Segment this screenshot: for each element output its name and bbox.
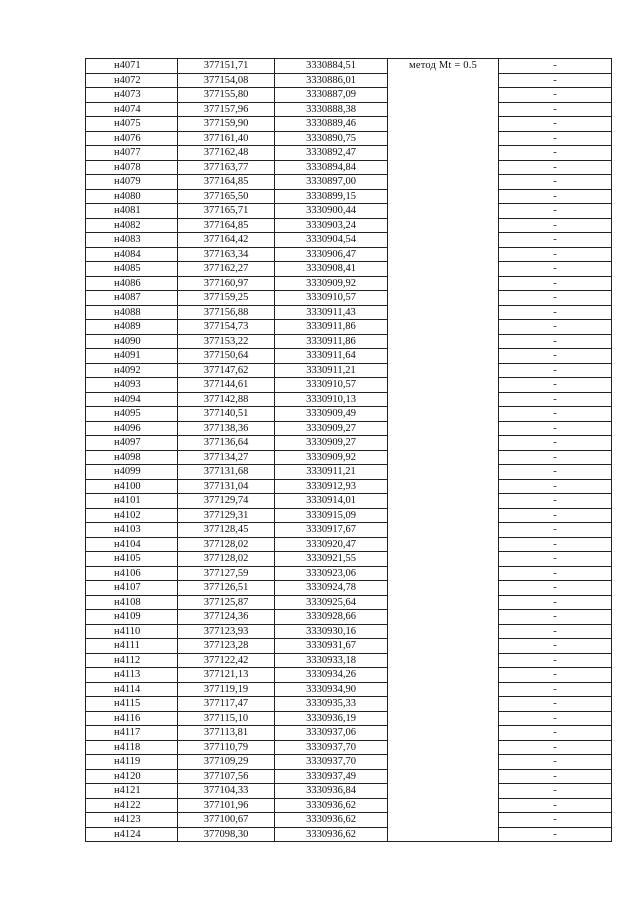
x-coordinate-cell: 377121,13: [178, 668, 275, 683]
dash-cell: -: [499, 798, 612, 813]
y-coordinate-cell: 3330933,18: [275, 653, 388, 668]
x-coordinate-cell: 377134,27: [178, 450, 275, 465]
y-coordinate-cell: 3330911,86: [275, 320, 388, 335]
dash-cell: -: [499, 146, 612, 161]
point-name-cell: н4110: [86, 624, 178, 639]
y-coordinate-cell: 3330925,64: [275, 595, 388, 610]
table-row: [86, 247, 612, 262]
point-name-cell: н4121: [86, 784, 178, 799]
dash-cell: -: [499, 813, 612, 828]
y-coordinate-cell: 3330934,90: [275, 682, 388, 697]
point-name-cell: н4081: [86, 204, 178, 219]
y-coordinate-cell: 3330914,01: [275, 494, 388, 509]
point-name-cell: н4097: [86, 436, 178, 451]
table-row: [86, 697, 612, 712]
x-coordinate-cell: 377127,59: [178, 566, 275, 581]
point-name-cell: н4094: [86, 392, 178, 407]
table-row: [86, 146, 612, 161]
y-coordinate-cell: 3330886,01: [275, 73, 388, 88]
x-coordinate-cell: 377128,45: [178, 523, 275, 538]
table-row: [86, 581, 612, 596]
x-coordinate-cell: 377153,22: [178, 334, 275, 349]
x-coordinate-cell: 377154,08: [178, 73, 275, 88]
dash-cell: -: [499, 102, 612, 117]
y-coordinate-cell: 3330936,62: [275, 798, 388, 813]
point-name-cell: н4072: [86, 73, 178, 88]
x-coordinate-cell: 377159,25: [178, 291, 275, 306]
x-coordinate-cell: 377109,29: [178, 755, 275, 770]
x-coordinate-cell: 377147,62: [178, 363, 275, 378]
point-name-cell: н4078: [86, 160, 178, 175]
x-coordinate-cell: 377154,73: [178, 320, 275, 335]
table-row: [86, 291, 612, 306]
table-row: [86, 784, 612, 799]
table-row: [86, 204, 612, 219]
dash-cell: -: [499, 262, 612, 277]
table-row: [86, 726, 612, 741]
point-name-cell: н4120: [86, 769, 178, 784]
y-coordinate-cell: 3330934,26: [275, 668, 388, 683]
y-coordinate-cell: 3330897,00: [275, 175, 388, 190]
x-coordinate-cell: 377136,64: [178, 436, 275, 451]
y-coordinate-cell: 3330936,19: [275, 711, 388, 726]
table-row: [86, 610, 612, 625]
x-coordinate-cell: 377144,61: [178, 378, 275, 393]
dash-cell: -: [499, 450, 612, 465]
table-row: [86, 88, 612, 103]
dash-cell: -: [499, 508, 612, 523]
table-row: [86, 465, 612, 480]
table-row: [86, 421, 612, 436]
point-name-cell: н4123: [86, 813, 178, 828]
dash-cell: -: [499, 204, 612, 219]
x-coordinate-cell: 377155,80: [178, 88, 275, 103]
table-row: [86, 233, 612, 248]
y-coordinate-cell: 3330936,84: [275, 784, 388, 799]
point-name-cell: н4122: [86, 798, 178, 813]
table-row: [86, 102, 612, 117]
table-row: [86, 407, 612, 422]
dash-cell: -: [499, 407, 612, 422]
table-row: [86, 566, 612, 581]
coordinate-table-body: [86, 59, 612, 842]
x-coordinate-cell: 377129,31: [178, 508, 275, 523]
x-coordinate-cell: 377164,85: [178, 218, 275, 233]
x-coordinate-cell: 377128,02: [178, 552, 275, 567]
point-name-cell: н4124: [86, 827, 178, 842]
point-name-cell: н4086: [86, 276, 178, 291]
y-coordinate-cell: 3330900,44: [275, 204, 388, 219]
point-name-cell: н4088: [86, 305, 178, 320]
point-name-cell: н4101: [86, 494, 178, 509]
y-coordinate-cell: 3330930,16: [275, 624, 388, 639]
method-cell: [388, 59, 499, 842]
coordinate-table-sheet: [85, 58, 607, 842]
dash-cell: -: [499, 175, 612, 190]
dash-cell: -: [499, 784, 612, 799]
x-coordinate-cell: 377110,79: [178, 740, 275, 755]
y-coordinate-cell: 3330904,54: [275, 233, 388, 248]
dash-cell: -: [499, 305, 612, 320]
y-coordinate-cell: 3330936,62: [275, 813, 388, 828]
y-coordinate-cell: 3330908,41: [275, 262, 388, 277]
point-name-cell: н4108: [86, 595, 178, 610]
dash-cell: -: [499, 421, 612, 436]
x-coordinate-cell: 377142,88: [178, 392, 275, 407]
x-coordinate-cell: 377119,19: [178, 682, 275, 697]
x-coordinate-cell: 377159,90: [178, 117, 275, 132]
x-coordinate-cell: 377125,87: [178, 595, 275, 610]
y-coordinate-cell: 3330937,49: [275, 769, 388, 784]
table-row: [86, 682, 612, 697]
x-coordinate-cell: 377123,93: [178, 624, 275, 639]
x-coordinate-cell: 377123,28: [178, 639, 275, 654]
table-row: [86, 450, 612, 465]
dash-cell: -: [499, 552, 612, 567]
table-row: [86, 494, 612, 509]
table-row: [86, 595, 612, 610]
dash-cell: -: [499, 523, 612, 538]
y-coordinate-cell: 3330911,86: [275, 334, 388, 349]
table-row: [86, 798, 612, 813]
x-coordinate-cell: 377163,34: [178, 247, 275, 262]
y-coordinate-cell: 3330899,15: [275, 189, 388, 204]
dash-cell: -: [499, 436, 612, 451]
dash-cell: -: [499, 59, 612, 74]
table-row: [86, 262, 612, 277]
dash-cell: -: [499, 668, 612, 683]
x-coordinate-cell: 377104,33: [178, 784, 275, 799]
point-name-cell: н4106: [86, 566, 178, 581]
table-row: [86, 218, 612, 233]
table-row: [86, 131, 612, 146]
point-name-cell: н4071: [86, 59, 178, 74]
dash-cell: -: [499, 320, 612, 335]
x-coordinate-cell: 377126,51: [178, 581, 275, 596]
table-row: [86, 334, 612, 349]
y-coordinate-cell: 3330887,09: [275, 88, 388, 103]
point-name-cell: н4099: [86, 465, 178, 480]
x-coordinate-cell: 377150,64: [178, 349, 275, 364]
table-row: [86, 349, 612, 364]
x-coordinate-cell: 377117,47: [178, 697, 275, 712]
point-name-cell: н4102: [86, 508, 178, 523]
table-row: [86, 175, 612, 190]
dash-cell: -: [499, 827, 612, 842]
point-name-cell: н4107: [86, 581, 178, 596]
table-row: [86, 378, 612, 393]
point-name-cell: н4105: [86, 552, 178, 567]
point-name-cell: н4115: [86, 697, 178, 712]
y-coordinate-cell: 3330911,21: [275, 465, 388, 480]
y-coordinate-cell: 3330937,70: [275, 755, 388, 770]
dash-cell: -: [499, 566, 612, 581]
point-name-cell: н4074: [86, 102, 178, 117]
point-name-cell: н4083: [86, 233, 178, 248]
x-coordinate-cell: 377164,85: [178, 175, 275, 190]
y-coordinate-cell: 3330928,66: [275, 610, 388, 625]
y-coordinate-cell: 3330894,84: [275, 160, 388, 175]
point-name-cell: н4119: [86, 755, 178, 770]
y-coordinate-cell: 3330909,92: [275, 276, 388, 291]
table-row: [86, 479, 612, 494]
dash-cell: -: [499, 247, 612, 262]
x-coordinate-cell: 377098,30: [178, 827, 275, 842]
y-coordinate-cell: 3330912,93: [275, 479, 388, 494]
point-name-cell: н4100: [86, 479, 178, 494]
dash-cell: -: [499, 131, 612, 146]
table-row: [86, 639, 612, 654]
point-name-cell: н4079: [86, 175, 178, 190]
dash-cell: -: [499, 363, 612, 378]
table-row: [86, 624, 612, 639]
x-coordinate-cell: 377115,10: [178, 711, 275, 726]
point-name-cell: н4090: [86, 334, 178, 349]
y-coordinate-cell: 3330921,55: [275, 552, 388, 567]
y-coordinate-cell: 3330884,51: [275, 59, 388, 74]
point-name-cell: н4118: [86, 740, 178, 755]
x-coordinate-cell: 377131,68: [178, 465, 275, 480]
y-coordinate-cell: 3330911,21: [275, 363, 388, 378]
y-coordinate-cell: 3330910,57: [275, 378, 388, 393]
dash-cell: -: [499, 465, 612, 480]
y-coordinate-cell: 3330909,49: [275, 407, 388, 422]
y-coordinate-cell: 3330892,47: [275, 146, 388, 161]
table-row: [86, 740, 612, 755]
y-coordinate-cell: 3330924,78: [275, 581, 388, 596]
table-row: [86, 59, 612, 74]
table-row: [86, 363, 612, 378]
point-name-cell: н4092: [86, 363, 178, 378]
table-row: [86, 653, 612, 668]
point-name-cell: н4080: [86, 189, 178, 204]
x-coordinate-cell: 377156,88: [178, 305, 275, 320]
y-coordinate-cell: 3330906,47: [275, 247, 388, 262]
dash-cell: -: [499, 682, 612, 697]
dash-cell: -: [499, 291, 612, 306]
x-coordinate-cell: 377162,48: [178, 146, 275, 161]
point-name-cell: н4109: [86, 610, 178, 625]
x-coordinate-cell: 377157,96: [178, 102, 275, 117]
table-row: [86, 813, 612, 828]
point-name-cell: н4089: [86, 320, 178, 335]
y-coordinate-cell: 3330889,46: [275, 117, 388, 132]
x-coordinate-cell: 377129,74: [178, 494, 275, 509]
y-coordinate-cell: 3330931,67: [275, 639, 388, 654]
point-name-cell: н4075: [86, 117, 178, 132]
point-name-cell: н4077: [86, 146, 178, 161]
point-name-cell: н4104: [86, 537, 178, 552]
y-coordinate-cell: 3330903,24: [275, 218, 388, 233]
point-name-cell: н4111: [86, 639, 178, 654]
x-coordinate-cell: 377160,97: [178, 276, 275, 291]
x-coordinate-cell: 377151,71: [178, 59, 275, 74]
table-row: [86, 552, 612, 567]
dash-cell: -: [499, 755, 612, 770]
y-coordinate-cell: 3330888,38: [275, 102, 388, 117]
dash-cell: -: [499, 233, 612, 248]
y-coordinate-cell: 3330909,92: [275, 450, 388, 465]
dash-cell: -: [499, 479, 612, 494]
y-coordinate-cell: 3330917,67: [275, 523, 388, 538]
y-coordinate-cell: 3330911,43: [275, 305, 388, 320]
y-coordinate-cell: 3330935,33: [275, 697, 388, 712]
dash-cell: -: [499, 610, 612, 625]
dash-cell: -: [499, 697, 612, 712]
x-coordinate-cell: 377100,67: [178, 813, 275, 828]
point-name-cell: н4087: [86, 291, 178, 306]
x-coordinate-cell: 377101,96: [178, 798, 275, 813]
point-name-cell: н4091: [86, 349, 178, 364]
x-coordinate-cell: 377113,81: [178, 726, 275, 741]
y-coordinate-cell: 3330890,75: [275, 131, 388, 146]
x-coordinate-cell: 377163,77: [178, 160, 275, 175]
dash-cell: -: [499, 334, 612, 349]
table-row: [86, 189, 612, 204]
x-coordinate-cell: 377138,36: [178, 421, 275, 436]
table-row: [86, 73, 612, 88]
y-coordinate-cell: 3330915,09: [275, 508, 388, 523]
dash-cell: -: [499, 711, 612, 726]
dash-cell: -: [499, 726, 612, 741]
dash-cell: -: [499, 769, 612, 784]
dash-cell: -: [499, 378, 612, 393]
table-row: [86, 668, 612, 683]
y-coordinate-cell: 3330909,27: [275, 421, 388, 436]
point-name-cell: н4096: [86, 421, 178, 436]
x-coordinate-cell: 377162,27: [178, 262, 275, 277]
point-name-cell: н4076: [86, 131, 178, 146]
dash-cell: -: [499, 160, 612, 175]
point-name-cell: н4085: [86, 262, 178, 277]
point-name-cell: н4116: [86, 711, 178, 726]
table-row: [86, 436, 612, 451]
table-row: [86, 537, 612, 552]
dash-cell: -: [499, 189, 612, 204]
dash-cell: -: [499, 218, 612, 233]
table-row: [86, 769, 612, 784]
x-coordinate-cell: 377140,51: [178, 407, 275, 422]
dash-cell: -: [499, 639, 612, 654]
point-name-cell: н4112: [86, 653, 178, 668]
table-row: [86, 117, 612, 132]
x-coordinate-cell: 377131,04: [178, 479, 275, 494]
y-coordinate-cell: 3330937,70: [275, 740, 388, 755]
x-coordinate-cell: 377107,56: [178, 769, 275, 784]
y-coordinate-cell: 3330911,64: [275, 349, 388, 364]
x-coordinate-cell: 377165,50: [178, 189, 275, 204]
point-name-cell: н4082: [86, 218, 178, 233]
y-coordinate-cell: 3330909,27: [275, 436, 388, 451]
dash-cell: -: [499, 581, 612, 596]
table-row: [86, 320, 612, 335]
table-row: [86, 160, 612, 175]
dash-cell: -: [499, 494, 612, 509]
table-row: [86, 755, 612, 770]
point-name-cell: н4114: [86, 682, 178, 697]
y-coordinate-cell: 3330910,13: [275, 392, 388, 407]
x-coordinate-cell: 377124,36: [178, 610, 275, 625]
y-coordinate-cell: 3330920,47: [275, 537, 388, 552]
point-name-cell: н4098: [86, 450, 178, 465]
point-name-cell: н4093: [86, 378, 178, 393]
table-row: [86, 305, 612, 320]
dash-cell: -: [499, 73, 612, 88]
dash-cell: -: [499, 740, 612, 755]
point-name-cell: н4113: [86, 668, 178, 683]
table-row: [86, 523, 612, 538]
dash-cell: -: [499, 349, 612, 364]
dash-cell: -: [499, 276, 612, 291]
table-row: [86, 711, 612, 726]
y-coordinate-cell: 3330936,62: [275, 827, 388, 842]
point-name-cell: н4084: [86, 247, 178, 262]
table-row: [86, 392, 612, 407]
dash-cell: -: [499, 537, 612, 552]
y-coordinate-cell: 3330923,06: [275, 566, 388, 581]
x-coordinate-cell: 377165,71: [178, 204, 275, 219]
point-name-cell: н4117: [86, 726, 178, 741]
x-coordinate-cell: 377128,02: [178, 537, 275, 552]
coordinate-table: [85, 58, 612, 842]
point-name-cell: н4103: [86, 523, 178, 538]
method-note: метод Mt = 0.5: [408, 60, 478, 71]
dash-cell: -: [499, 117, 612, 132]
x-coordinate-cell: 377161,40: [178, 131, 275, 146]
x-coordinate-cell: 377122,42: [178, 653, 275, 668]
dash-cell: -: [499, 624, 612, 639]
table-row: [86, 508, 612, 523]
y-coordinate-cell: 3330910,57: [275, 291, 388, 306]
point-name-cell: н4095: [86, 407, 178, 422]
y-coordinate-cell: 3330937,06: [275, 726, 388, 741]
point-name-cell: н4073: [86, 88, 178, 103]
dash-cell: -: [499, 595, 612, 610]
table-row: [86, 827, 612, 842]
x-coordinate-cell: 377164,42: [178, 233, 275, 248]
dash-cell: -: [499, 88, 612, 103]
table-row: [86, 276, 612, 291]
dash-cell: -: [499, 653, 612, 668]
dash-cell: -: [499, 392, 612, 407]
